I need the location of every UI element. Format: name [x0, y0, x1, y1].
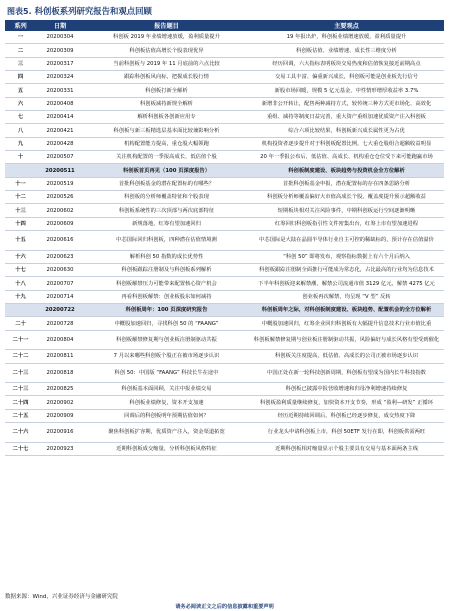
table-row: [5, 137, 444, 150]
cell-series: [5, 164, 36, 177]
cell-date: 20200428: [36, 137, 84, 150]
cell-main-view: 下半年科创板迎来解禁潮，解禁公司流通市值 3129 亿元，解禁 4275 亿元: [249, 277, 444, 290]
cell-main-view: 科创板分析师覆盖偏好大市值高成长个股，覆盖度提升预示超额收益: [249, 191, 444, 204]
table-row: [5, 177, 444, 190]
cell-report-title: 科创板与新三板精选层基本面比较兼影响分析: [84, 124, 249, 137]
cell-main-view: 科创板估值、业绩增速、成长性三维度分析: [249, 44, 444, 57]
cell-report-title: 中芯国际回归科创板，四种潜在估值情境测: [84, 231, 249, 251]
cell-date: 20200602: [36, 204, 84, 217]
table-row: [5, 423, 444, 443]
cell-report-title: 解析科创板各创新应用专: [84, 111, 249, 124]
cell-date: 20200818: [36, 363, 84, 383]
cell-report-title: 科创板基本面回顾，关注中报业绩交易: [84, 383, 249, 396]
cell-report-title: 科创 50：中国版 “FAANG” 科技长牛在途中: [84, 363, 249, 383]
cell-date: 20200728: [36, 317, 84, 330]
cell-report-title: 科创板打新全解析: [84, 84, 249, 97]
cell-series: 二十三: [5, 363, 36, 383]
cell-report-title: 科创板解禁修复期与创业板注册制驱动共振: [84, 330, 249, 350]
cell-main-view: 首批科创板基金申报，潜在配置标的存在四条思路分析: [249, 177, 444, 190]
cell-date: 20200414: [36, 111, 84, 124]
cell-report-title: 当前科创板与 2019 年 11 月底前的六点比较: [84, 57, 249, 70]
cell-series: 十九: [5, 290, 36, 303]
cell-report-title: 科创板首页再见（100 页深度报告）: [84, 164, 249, 177]
table-row: [5, 250, 444, 263]
cell-series: 二: [5, 44, 36, 57]
cell-main-view: 短期板块相对关注风险事件，中期科创板运行空间逐渐明晰: [249, 204, 444, 217]
table-row: [5, 330, 444, 350]
cell-series: 二十五: [5, 409, 36, 422]
column-header-title: 报告题目: [84, 20, 249, 31]
cell-series: 三: [5, 57, 36, 70]
cell-report-title: 科创板跟踪注册制及与科创板系列解析: [84, 264, 249, 277]
cell-date: 20200616: [36, 231, 84, 251]
cell-main-view: 科创板已披露中报营收增速和归母净利增速持续修复: [249, 383, 444, 396]
cell-series: 二十三: [5, 383, 36, 396]
cell-report-title: 科创板估值高增长个股表现优异: [84, 44, 249, 57]
cell-report-title: 关注机构配置的一季报高成长、低估值个股: [84, 151, 249, 164]
cell-main-view: 交易工具丰富、偏重新兴成长，科创板可能是创业板先行信号: [249, 71, 444, 84]
cell-date: 20200421: [36, 124, 84, 137]
cell-report-title: 回调后的科创板明年预期估值如何？: [84, 409, 249, 422]
cell-series: 十八: [5, 277, 36, 290]
table-row: [5, 350, 444, 363]
cell-main-view: 20 年一季报公布后，低估值、高成长、机构重仓仓位受下来可能跑赢市场: [249, 151, 444, 164]
cell-series: 二十七: [5, 442, 36, 455]
cell-main-view: 科创板盈利质量继续修复，加快资本开支节奏，形成 “盈利—研发” 正循环: [249, 396, 444, 409]
cell-main-view: 重组、减持等制度日益完善，重大资产重组加速优质资产注入科创板: [249, 111, 444, 124]
table-row: [5, 277, 444, 290]
cell-date: 20200909: [36, 409, 84, 422]
table-row: [5, 191, 444, 204]
cell-report-title: 科创板业绩修复，资本开支加速: [84, 396, 249, 409]
table-row: [5, 111, 444, 124]
cell-report-title: 首批科创板基金的潜在配置标的有哪些？: [84, 177, 249, 190]
cell-main-view: 创业板再次解禁，均呈现 “V 型” 反转: [249, 290, 444, 303]
cell-date: 20200317: [36, 57, 84, 70]
table-row: [5, 151, 444, 164]
cell-main-view: 经历回调，六大指标表明板块交易热度和估值恢复接近前期高点: [249, 57, 444, 70]
cell-series: 二十六: [5, 423, 36, 443]
cell-report-title: 新规落地，红筹有望加速回归: [84, 217, 249, 230]
column-header-date: 日期: [36, 20, 84, 31]
cell-report-title: 近期科创板成交缩量，分析科创板风格特征: [84, 442, 249, 455]
cell-main-view: 新增非公开转让，配售两种减持方式，较传统三种方式更市场化、高效化: [249, 97, 444, 110]
cell-report-title: 跟踪科创板风向标，把握成长股行情: [84, 71, 249, 84]
report-table: [5, 20, 444, 456]
cell-report-title: 解析科创 50 指数的成长优势性: [84, 250, 249, 263]
table-row: [5, 71, 444, 84]
cell-report-title: 科创板解禁压力可能带来配置核心资产机会: [84, 277, 249, 290]
table-row: [5, 164, 444, 177]
table-body: [5, 31, 444, 455]
table-row: [5, 290, 444, 303]
cell-date: 20200902: [36, 396, 84, 409]
table-row: [5, 409, 444, 422]
cell-main-view: 行业龙头申请科创板上市，科创 50ETF 发行在即，科创板供需两旺: [249, 423, 444, 443]
cell-date: 20200519: [36, 177, 84, 190]
cell-date: 20200623: [36, 250, 84, 263]
cell-date: 20200309: [36, 44, 84, 57]
cell-series: 十六: [5, 250, 36, 263]
table-row: [5, 363, 444, 383]
cell-series: 十五: [5, 231, 36, 251]
report-table-wrapper: [5, 20, 444, 456]
cell-report-title: 科创板减持新规全解析: [84, 97, 249, 110]
cell-main-view: 综合六项比较结果，科创板新兴成长属性更为占优: [249, 124, 444, 137]
cell-date: 20200923: [36, 442, 84, 455]
cell-series: 十二: [5, 191, 36, 204]
cell-date: 20200408: [36, 97, 84, 110]
cell-report-title: 聚焦科创板扩容期，优质资产注入，资金渠道拓宽: [84, 423, 249, 443]
cell-series: 一: [5, 31, 36, 44]
cell-main-view: “科创 50” 即将发布，观察指标数据上有六个月后纳入: [249, 250, 444, 263]
cell-series: 十: [5, 151, 36, 164]
cell-main-view: 科创板跟踪注册制全面推行可能成为常态化，占比最高的行业均为信息技术: [249, 264, 444, 277]
source-note: 数据来源：Wind，兴业证券经济与金融研究院: [5, 594, 118, 600]
cell-series: 二十二: [5, 350, 36, 363]
figure-label: 图表5.: [7, 6, 32, 16]
cell-main-view: 科创板制度建设、板块趋势与投资机会全方位解析: [249, 164, 444, 177]
cell-date: 20200722: [36, 304, 84, 317]
table-header-row: [5, 20, 444, 31]
disclaimer-footer: 请务必阅读正文之后的信息披露和重要声明: [175, 604, 274, 610]
cell-series: 二十四: [5, 396, 36, 409]
cell-main-view: 19 年报出炉，科创板业绩增速放缓，盈利质量提升: [249, 31, 444, 44]
cell-date: 20200324: [36, 71, 84, 84]
cell-series: 十一: [5, 177, 36, 190]
cell-report-title: 中概股加速回归，寻找科创 50 的 “FAANG”: [84, 317, 249, 330]
cell-date: 20200714: [36, 290, 84, 303]
cell-report-title: 科创板系统性的三次顶部与两次底部特征: [84, 204, 249, 217]
cell-date: 20200304: [36, 31, 84, 44]
figure-caption: 科创板系列研究报告和观点回顾: [34, 6, 152, 16]
cell-date: 20200804: [36, 330, 84, 350]
figure-title: [7, 4, 152, 18]
cell-main-view: 红筹回归科创板指引性文件密集出台，红筹上市有望加速进程: [249, 217, 444, 230]
cell-main-view: 科创板解禁修复期与创业板注册制驱动共振，风险偏好与成长风格有望受到催化: [249, 330, 444, 350]
cell-date: 20200707: [36, 277, 84, 290]
cell-date: 20200811: [36, 350, 84, 363]
cell-main-view: 新股市场回暖，规模 5 亿元基金，中性情形增厚收益率 3.7%: [249, 84, 444, 97]
cell-series: 八: [5, 124, 36, 137]
cell-report-title: 机构配置能力提高，重仓股大幅领跑: [84, 137, 249, 150]
column-header-view: 主要观点: [249, 20, 444, 31]
cell-date: 20200825: [36, 383, 84, 396]
table-row: [5, 442, 444, 455]
cell-series: 九: [5, 137, 36, 150]
cell-report-title: 7 月以来哪些科创板个股正在被市场逐步认识: [84, 350, 249, 363]
cell-date: 20200526: [36, 191, 84, 204]
table-row: [5, 57, 444, 70]
cell-date: 20200609: [36, 217, 84, 230]
cell-main-view: 科创板周年之际，对科创板制度建设、板块趋势、配置机会的全方位解析: [249, 304, 444, 317]
cell-series: 十七: [5, 264, 36, 277]
table-row: [5, 217, 444, 230]
cell-main-view: 中概股加速回归，红筹企业回归科创板有大幅提升信息技术行业市值比重: [249, 317, 444, 330]
cell-report-title: 科创板 2019 年业绩增速放缓，盈利质量提升: [84, 31, 249, 44]
cell-main-view: 近期科创板相对缩量显示个股主要具有交易与基本面两条主线: [249, 442, 444, 455]
table-row: [5, 304, 444, 317]
table-row: [5, 231, 444, 251]
cell-date: 20200511: [36, 164, 84, 177]
cell-main-view: 机构投资者逐步提升对于科创板配置比例，七大重仓股组合超额收益明显: [249, 137, 444, 150]
cell-series: 四: [5, 71, 36, 84]
cell-main-view: 科创板关注度提高，低估值、高成长的公司正被市场逐步认识: [249, 350, 444, 363]
table-row: [5, 124, 444, 137]
cell-report-title: 科创板周年：100 页深度研究报告: [84, 304, 249, 317]
cell-series: 二十: [5, 317, 36, 330]
table-row: [5, 396, 444, 409]
table-row: [5, 317, 444, 330]
table-row: [5, 84, 444, 97]
table-row: [5, 204, 444, 217]
table-row: [5, 383, 444, 396]
cell-series: 二十一: [5, 330, 36, 350]
cell-main-view: 中芯国际是大陆在晶圆半导体行业自主可控的稀缺标的，预计存在估值溢价: [249, 231, 444, 251]
table-row: [5, 31, 444, 44]
cell-main-view: 经历近期持续回调后，科创板已经逐步修复，成交热度下降: [249, 409, 444, 422]
cell-date: 20200916: [36, 423, 84, 443]
cell-series: 十三: [5, 204, 36, 217]
cell-series: [5, 304, 36, 317]
column-header-series: 系列: [5, 20, 36, 31]
cell-report-title: 科创板的分析师覆盖特征和个股表现: [84, 191, 249, 204]
table-row: [5, 264, 444, 277]
cell-date: 20200507: [36, 151, 84, 164]
cell-series: 六: [5, 97, 36, 110]
table-row: [5, 44, 444, 57]
cell-date: 20200331: [36, 84, 84, 97]
table-row: [5, 97, 444, 110]
cell-series: 五: [5, 84, 36, 97]
cell-series: 十四: [5, 217, 36, 230]
cell-date: 20200630: [36, 264, 84, 277]
cell-report-title: 再看科创板解禁：创业板股东如何减持: [84, 290, 249, 303]
cell-main-view: 中国正处在新一轮科技创新周期，科创板有望成为国内长牛科技指数: [249, 363, 444, 383]
cell-series: 七: [5, 111, 36, 124]
